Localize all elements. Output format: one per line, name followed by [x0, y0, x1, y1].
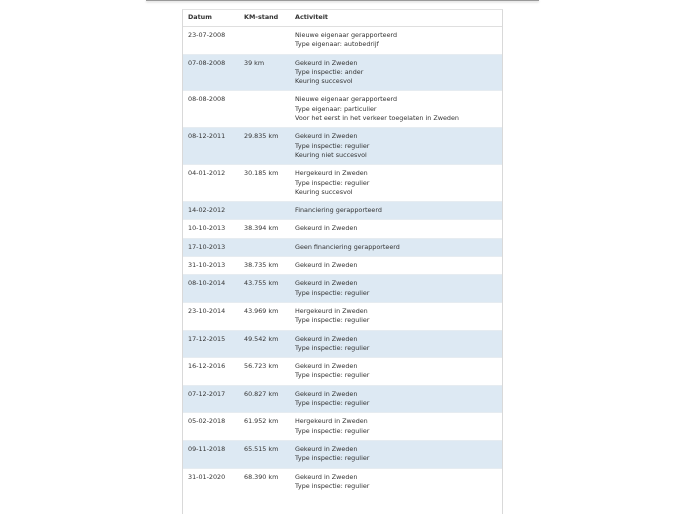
cell-km: 30.185 km: [239, 165, 290, 202]
table-row: [183, 165, 502, 202]
activity-line: Geen financiering gerapporteerd: [295, 242, 400, 251]
cell-activity: [290, 302, 502, 330]
column-header-km: KM-stand: [239, 10, 290, 27]
cell-date: 08-08-2008: [183, 91, 239, 128]
activity-line: Keuring succesvol: [295, 77, 353, 86]
activity-line: Type inspectie: regulier: [295, 454, 370, 463]
activity-line: Gekeurd in Zweden: [295, 444, 358, 453]
activity-line: Gekeurd in Zweden: [295, 132, 358, 141]
table-row: [183, 413, 502, 441]
activity-line: Type inspectie: regulier: [295, 316, 370, 325]
activity-line: Voor het eerst in het verkeer toegelaten in Zweden: [295, 114, 459, 123]
table-body: [183, 27, 502, 496]
cell-activity: [290, 358, 502, 386]
table-row: [183, 257, 502, 275]
cell-km: 49.542 km: [239, 330, 290, 358]
table-row: [183, 440, 502, 468]
activity-line: Type inspectie: regulier: [295, 371, 370, 380]
cell-date: 23-10-2014: [183, 302, 239, 330]
cell-km: [239, 91, 290, 128]
cell-date: 23-07-2008: [183, 27, 239, 55]
activity-line: Type inspectie: regulier: [295, 426, 370, 435]
cell-date: 07-08-2008: [183, 54, 239, 91]
activity-line: Type inspectie: regulier: [295, 343, 370, 352]
vehicle-history-table: [183, 10, 502, 495]
activity-line: Type inspectie: regulier: [295, 288, 370, 297]
cell-activity: [290, 238, 502, 256]
cell-date: 07-12-2017: [183, 385, 239, 413]
table-row: [183, 302, 502, 330]
table-header-row: [183, 10, 502, 27]
cell-km: 61.952 km: [239, 413, 290, 441]
activity-line: Gekeurd in Zweden: [295, 389, 358, 398]
cell-date: 08-12-2011: [183, 128, 239, 165]
activity-line: Nieuwe eigenaar gerapporteerd: [295, 95, 398, 104]
cell-activity: [290, 275, 502, 303]
table-row: [183, 128, 502, 165]
table-row: [183, 358, 502, 386]
table-row: [183, 27, 502, 55]
table-row: [183, 54, 502, 91]
cell-km: 39 km: [239, 54, 290, 91]
cell-date: 16-12-2016: [183, 358, 239, 386]
cell-km: 65.515 km: [239, 440, 290, 468]
cell-km: [239, 27, 290, 55]
cell-activity: [290, 27, 502, 55]
cell-activity: [290, 165, 502, 202]
cell-activity: [290, 385, 502, 413]
activity-line: Type eigenaar: autobedrijf: [295, 40, 379, 49]
cell-km: 56.723 km: [239, 358, 290, 386]
activity-line: Type inspectie: regulier: [295, 399, 370, 408]
activity-line: Keuring niet succesvol: [295, 150, 367, 159]
table-row: [183, 202, 502, 220]
activity-line: Keuring succesvol: [295, 187, 353, 196]
activity-line: Type inspectie: regulier: [295, 178, 370, 187]
activity-line: Gekeurd in Zweden: [295, 58, 358, 67]
table-row: [183, 220, 502, 238]
activity-line: Hergekeurd in Zweden: [295, 306, 368, 315]
page-top-edge: [146, 0, 539, 1]
cell-km: 60.827 km: [239, 385, 290, 413]
cell-km: [239, 238, 290, 256]
activity-line: Gekeurd in Zweden: [295, 261, 358, 270]
activity-line: Type inspectie: regulier: [295, 481, 370, 490]
cell-activity: [290, 413, 502, 441]
table-row: [183, 238, 502, 256]
table-row: [183, 91, 502, 128]
activity-line: Gekeurd in Zweden: [295, 334, 358, 343]
activity-line: Gekeurd in Zweden: [295, 279, 358, 288]
cell-activity: [290, 54, 502, 91]
activity-line: Gekeurd in Zweden: [295, 472, 358, 481]
activity-line: Type eigenaar: particulier: [295, 104, 377, 113]
vehicle-history-panel: [182, 9, 503, 514]
cell-date: 09-11-2018: [183, 440, 239, 468]
column-header-activity: Activiteit: [290, 10, 502, 27]
activity-line: Financiering gerapporteerd: [295, 206, 382, 215]
cell-date: 17-10-2013: [183, 238, 239, 256]
cell-km: 38.735 km: [239, 257, 290, 275]
cell-date: 10-10-2013: [183, 220, 239, 238]
cell-activity: [290, 128, 502, 165]
cell-date: 05-02-2018: [183, 413, 239, 441]
table-row: [183, 330, 502, 358]
cell-activity: [290, 202, 502, 220]
cell-date: 14-02-2012: [183, 202, 239, 220]
cell-km: 68.390 km: [239, 468, 290, 495]
cell-date: 04-01-2012: [183, 165, 239, 202]
activity-line: Type inspectie: ander: [295, 67, 364, 76]
cell-km: 29.835 km: [239, 128, 290, 165]
cell-date: 31-01-2020: [183, 468, 239, 495]
cell-date: 08-10-2014: [183, 275, 239, 303]
cell-activity: [290, 330, 502, 358]
cell-date: 31-10-2013: [183, 257, 239, 275]
activity-line: Gekeurd in Zweden: [295, 224, 358, 233]
cell-activity: [290, 220, 502, 238]
activity-line: Gekeurd in Zweden: [295, 362, 358, 371]
activity-line: Nieuwe eigenaar gerapporteerd: [295, 31, 398, 39]
cell-date: 17-12-2015: [183, 330, 239, 358]
cell-km: 43.969 km: [239, 302, 290, 330]
activity-line: Hergekeurd in Zweden: [295, 169, 368, 178]
cell-activity: [290, 440, 502, 468]
cell-km: 38.394 km: [239, 220, 290, 238]
activity-line: Type inspectie: regulier: [295, 141, 370, 150]
cell-km: [239, 202, 290, 220]
cell-activity: [290, 257, 502, 275]
table-row: [183, 385, 502, 413]
cell-km: 43.755 km: [239, 275, 290, 303]
cell-activity: [290, 91, 502, 128]
cell-activity: [290, 468, 502, 495]
column-header-date: Datum: [183, 10, 239, 27]
table-row: [183, 275, 502, 303]
table-row: [183, 468, 502, 495]
activity-line: Hergekeurd in Zweden: [295, 417, 368, 426]
